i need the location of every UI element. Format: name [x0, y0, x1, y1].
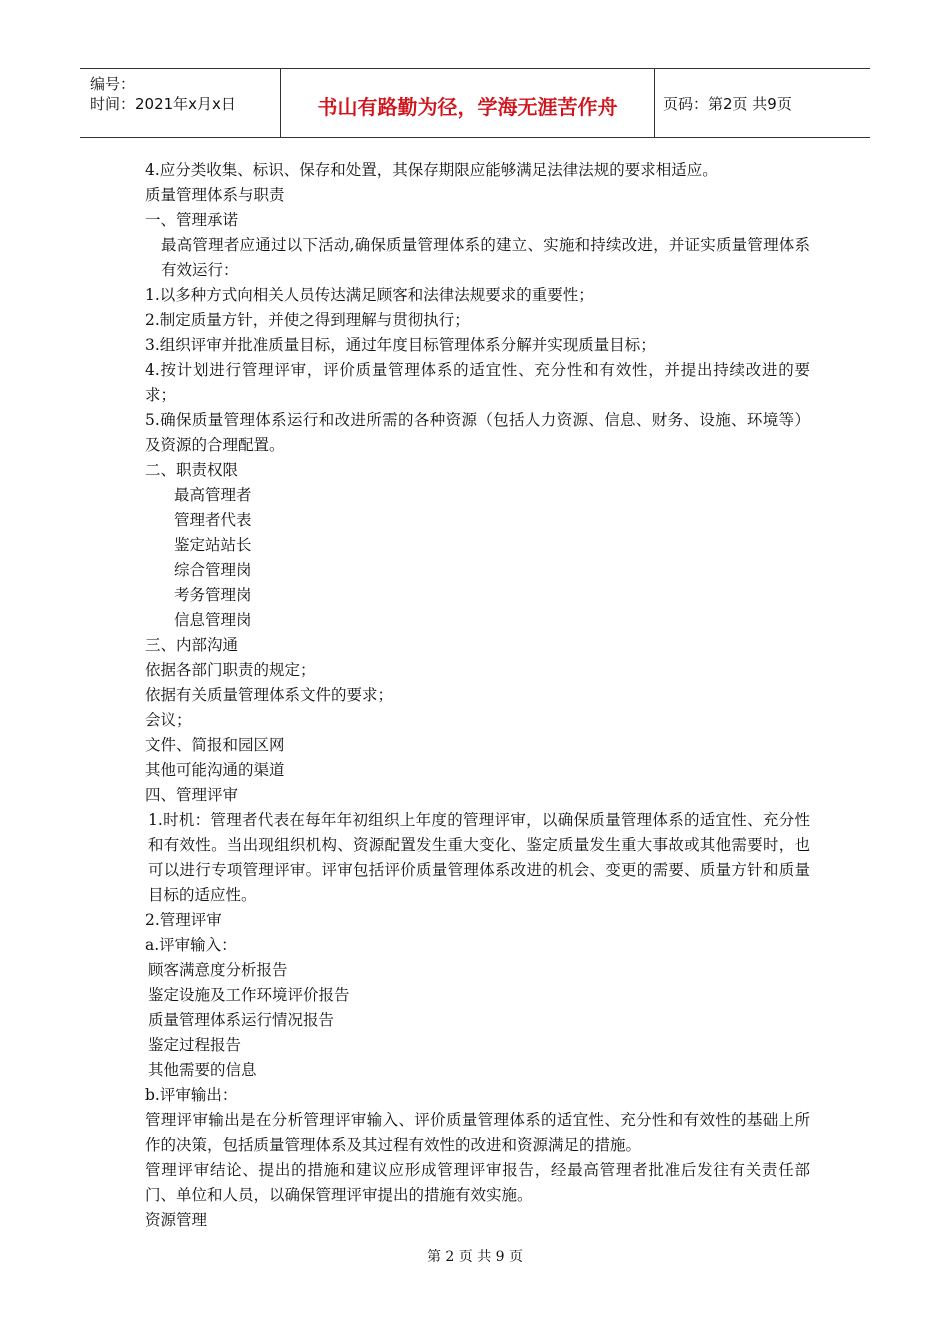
header-motto-cell	[281, 69, 655, 137]
list-item: 依据各部门职责的规定；	[145, 661, 316, 679]
list-item: 1.以多种方式向相关人员传达满足顾客和法律法规要求的重要性；	[145, 286, 594, 304]
list-item: 3.组织评审并批准质量目标，通过年度目标管理体系分解并实现质量目标；	[145, 336, 656, 354]
role-item: 管理者代表	[174, 511, 252, 529]
section-heading: 质量管理体系与职责	[145, 186, 285, 204]
document-number-label: 编号：	[90, 75, 136, 93]
list-item: 鉴定过程报告	[148, 1036, 242, 1054]
list-item: 4.按计划进行管理评审，评价质量管理体系的适宜性、充分性和有效性，并提出持续改进的要求；	[145, 361, 810, 404]
paragraph: 1.时机：管理者代表在每年年初组织上年度的管理评审，以确保质量管理体系的适宜性、充分性和有效性。当出现组织机构、资源配置发生重大变化、鉴定质量发生重大事故或其他需要时，也可以进行专项管理评审。评审包括评价质量管理体系改进的机会、变更的需要、质量方针和质量目标的适应性。	[148, 811, 810, 904]
list-item: 会议；	[145, 711, 192, 729]
paragraph: 管理评审输出是在分析管理评审输入、评价质量管理体系的适宜性、充分性和有效性的基础上所作的决策，包括质量管理体系及其过程有效性的改进和资源满足的措施。	[145, 1111, 810, 1154]
list-item: 质量管理体系运行情况报告	[148, 1011, 335, 1029]
subheading: 2.管理评审	[145, 911, 222, 929]
paragraph: 最高管理者应通过以下活动,确保质量管理体系的建立、实施和持续改进，并证实质量管理体系有效运行：	[161, 236, 810, 279]
role-item: 综合管理岗	[174, 561, 252, 579]
role-item: 考务管理岗	[174, 586, 252, 604]
role-item: 最高管理者	[174, 486, 252, 504]
paragraph: 管理评审结论、提出的措施和建议应形成管理评审报告，经最高管理者批准后发往有关责任部门、单位和人员，以确保管理评审提出的措施有效实施。	[145, 1161, 810, 1204]
header-page-cell	[655, 69, 870, 137]
subheading: b.评审输出：	[145, 1086, 238, 1104]
page-footer: 第 2 页 共 9 页	[426, 1249, 524, 1265]
document-time-label: 时间：2021年x月x日	[90, 95, 236, 113]
section-heading: 一、管理承诺	[145, 211, 239, 229]
list-item: 其他需要的信息	[148, 1061, 257, 1079]
document-header	[80, 68, 870, 138]
list-item: 依据有关质量管理体系文件的要求；	[145, 686, 394, 704]
role-item: 信息管理岗	[174, 611, 252, 629]
subheading: a.评审输入：	[145, 936, 237, 954]
section-heading: 资源管理	[145, 1211, 208, 1229]
header-meta-cell	[80, 69, 281, 137]
section-heading: 四、管理评审	[145, 786, 239, 804]
document-body	[145, 158, 810, 1233]
header-page-label: 页码：第2页 共9页	[663, 95, 792, 113]
list-item: 鉴定设施及工作环境评价报告	[148, 986, 350, 1004]
header-motto: 书山有路勤为径，学海无涯苦作舟	[317, 95, 618, 119]
list-item: 文件、简报和园区网	[145, 736, 285, 754]
list-item: 2.制定质量方针，并使之得到理解与贯彻执行；	[145, 311, 470, 329]
list-item: 顾客满意度分析报告	[148, 961, 288, 979]
role-item: 鉴定站站长	[174, 536, 252, 554]
section-heading: 二、职责权限	[145, 461, 239, 479]
list-item: 其他可能沟通的渠道	[145, 761, 285, 779]
paragraph: 4.应分类收集、标识、保存和处置，其保存期限应能够满足法律法规的要求相适应。	[145, 161, 718, 179]
list-item: 5.确保质量管理体系运行和改进所需的各种资源（包括人力资源、信息、财务、设施、环境等）及资源的合理配置。	[145, 411, 810, 454]
section-heading: 三、内部沟通	[145, 636, 239, 654]
